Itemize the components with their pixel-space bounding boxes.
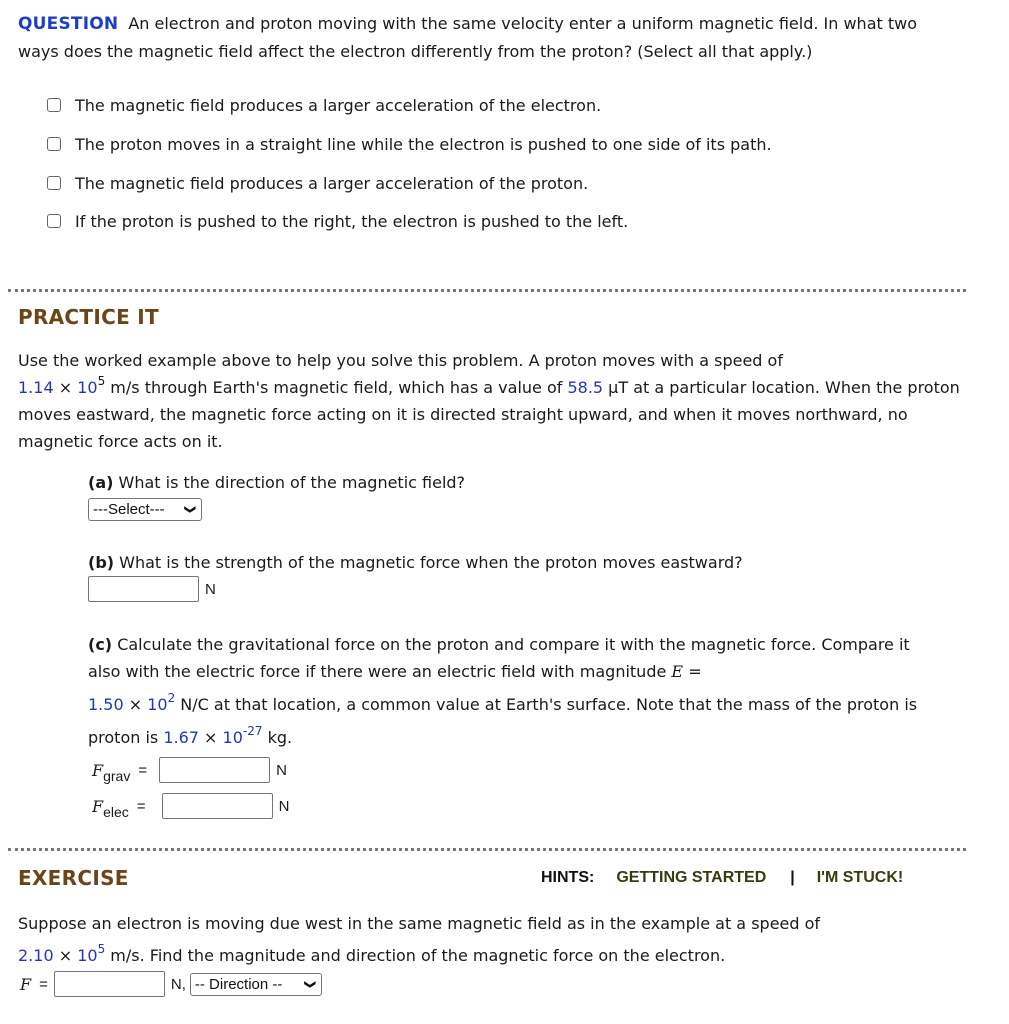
- e-variable: E: [671, 662, 684, 681]
- checkbox-option-1[interactable]: [47, 98, 61, 112]
- magnetic-force-input[interactable]: [88, 576, 199, 602]
- felec-row: [92, 791, 289, 821]
- part-c-text-1: Calculate the gravitational force on the proton and compare it with the magnetic force. Compare it also with the electric force if there were an electric field with magnitude: [88, 635, 910, 681]
- hints-separator: |: [790, 869, 795, 886]
- exercise-title: EXERCISE: [18, 866, 129, 890]
- option-4[interactable]: [47, 209, 628, 233]
- getting-started-link[interactable]: GETTING STARTED: [616, 869, 767, 886]
- exercise-answer-row: [20, 970, 322, 998]
- direction-select-exercise[interactable]: [190, 973, 322, 996]
- im-stuck-link[interactable]: I'M STUCK!: [816, 869, 904, 886]
- exercise-text-1: Suppose an electron is moving due west in the same magnetic field as in the example at a speed of: [18, 914, 821, 933]
- practice-intro: [18, 347, 968, 455]
- option-3-label: The magnetic field produces a larger acceleration of the proton.: [75, 173, 589, 193]
- f-var: F: [20, 974, 32, 994]
- fgrav-row: [92, 755, 287, 785]
- times-sign: ×: [58, 946, 73, 965]
- times-sign: ×: [128, 695, 143, 714]
- times-sign: ×: [58, 378, 73, 397]
- field-value: 58.5: [567, 378, 604, 397]
- mass-exponent: -27: [242, 723, 263, 738]
- option-1[interactable]: [47, 93, 601, 117]
- mass-mantissa: 1.67: [163, 728, 199, 747]
- option-2[interactable]: [47, 132, 772, 156]
- part-c-mass: proton is $1.67 \times 10^{-27}$ kg.: [88, 723, 293, 747]
- speed-exponent: 5: [97, 373, 106, 388]
- practice-title: PRACTICE IT: [18, 305, 159, 329]
- part-b-text: What is the strength of the magnetic force when the proton moves eastward?: [114, 553, 743, 572]
- part-a-question: [88, 469, 465, 496]
- option-2-label: The proton moves in a straight line while the electron is pushed to one side of its path.: [75, 134, 772, 154]
- felec-sub: elec: [103, 804, 129, 820]
- part-c-text-2: N/C at that location, a common value at Earth's surface. Note that the mass of the proton is: [175, 695, 918, 714]
- exercise-speed-base: 10: [77, 946, 98, 965]
- speed-mantissa: 1.14: [18, 378, 54, 397]
- part-b-question: [88, 549, 743, 576]
- e-mantissa: 1.50: [88, 695, 124, 714]
- force-magnitude-input[interactable]: [54, 971, 165, 997]
- question-label: QUESTION: [18, 14, 119, 34]
- exercise-speed-exponent: 5: [97, 941, 106, 956]
- practice-intro-text: Use the worked example above to help you solve this problem. A proton moves with a speed of: [18, 351, 783, 370]
- exercise-text-cont: [18, 942, 725, 969]
- exercise-text-2: m/s. Find the magnitude and direction of the magnetic force on the electron.: [105, 946, 726, 965]
- option-3[interactable]: [47, 171, 588, 195]
- e-base: 10: [147, 695, 168, 714]
- exercise-speed-mantissa: 2.10: [18, 946, 54, 965]
- part-b-answer-row: [88, 576, 216, 602]
- question-text: An electron and proton moving with the same velocity enter a uniform magnetic field. In what two ways does the magnetic field affect the electron differently from the proton? (Select all that apply.): [18, 14, 917, 61]
- option-4-label: If the proton is pushed to the right, the electron is pushed to the left.: [75, 211, 629, 231]
- part-a-text: What is the direction of the magnetic field?: [113, 473, 466, 492]
- mass-base: 10: [222, 728, 243, 747]
- practice-intro-text-3: μT at a particular location. When the proton moves eastward, the magnetic force acting on it is directed straight upward, and when it moves northward, no magnetic force acts on it.: [18, 378, 960, 451]
- part-c-question: [88, 631, 938, 685]
- checkbox-option-3[interactable]: [47, 176, 61, 190]
- section-divider: [8, 848, 966, 851]
- fgrav-equals: =: [138, 761, 148, 779]
- part-b-unit: N: [205, 580, 216, 598]
- e-exponent: 2: [167, 690, 176, 705]
- part-c-question-cont: [88, 691, 948, 718]
- times-sign: ×: [204, 728, 218, 747]
- f-equals: =: [39, 975, 48, 993]
- exercise-text: [18, 910, 820, 937]
- equals-sign: =: [688, 662, 702, 681]
- practice-intro-text-2: m/s through Earth's magnetic field, which has a value of: [105, 378, 568, 397]
- fgrav-sub: grav: [103, 768, 131, 784]
- speed-base: 10: [77, 378, 98, 397]
- checkbox-option-4[interactable]: [47, 214, 61, 228]
- felec-input[interactable]: [162, 793, 273, 819]
- f-unit: N,: [170, 975, 186, 993]
- part-b-label: (b): [88, 553, 115, 572]
- hints-label: HINTS:: [541, 869, 595, 886]
- felec-equals: =: [136, 797, 146, 815]
- chevron-down-icon: ❯: [303, 979, 316, 989]
- hints-bar: [541, 869, 903, 887]
- fgrav-unit: N: [276, 761, 287, 779]
- fgrav-input[interactable]: [159, 757, 270, 783]
- section-divider: [8, 289, 966, 292]
- chevron-down-icon: ❯: [183, 504, 196, 515]
- fgrav-var: F: [92, 760, 104, 780]
- part-a-label: (a): [88, 473, 114, 492]
- checkbox-option-2[interactable]: [47, 137, 61, 151]
- part-c-text-3: kg.: [262, 728, 293, 747]
- option-1-label: The magnetic field produces a larger acceleration of the electron.: [75, 95, 602, 115]
- direction-select-a[interactable]: [88, 498, 202, 521]
- felec-var: F: [92, 796, 104, 816]
- select-a-value: ---Select---: [93, 501, 165, 518]
- direction-select-value: -- Direction --: [194, 975, 283, 993]
- question-prompt: [18, 10, 938, 65]
- felec-unit: N: [278, 797, 290, 815]
- part-c-label: (c): [88, 635, 113, 654]
